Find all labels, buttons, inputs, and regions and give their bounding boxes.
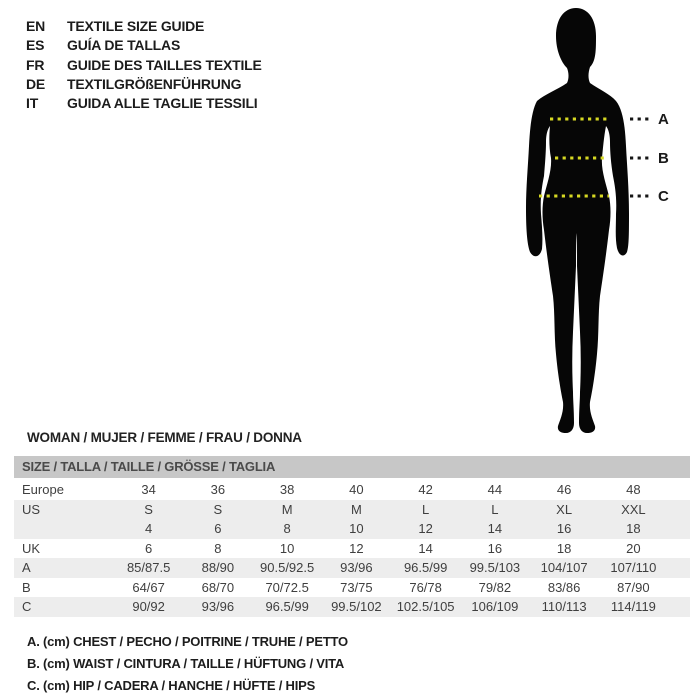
table-cell: 48 bbox=[626, 482, 641, 497]
table-cell: 96.5/99 bbox=[403, 560, 448, 575]
table-cell: M bbox=[281, 501, 293, 517]
table-cell: 110/113 bbox=[541, 599, 587, 614]
table-cell: 14 bbox=[418, 540, 433, 556]
table-cell: 70/72.5 bbox=[265, 579, 309, 595]
table-row bbox=[14, 597, 690, 617]
language-title: TEXTILE SIZE GUIDE bbox=[67, 18, 205, 34]
table-cell: 102.5/105 bbox=[396, 599, 455, 614]
table-row-label: US bbox=[22, 501, 41, 517]
woman-silhouette bbox=[526, 8, 629, 433]
language-title-list bbox=[26, 17, 262, 113]
table-cell: 16 bbox=[556, 521, 572, 536]
table-cell: XL bbox=[556, 501, 573, 517]
table-cell: 76/78 bbox=[409, 579, 442, 595]
section-title: WOMAN / MUJER / FEMME / FRAU / DONNA bbox=[27, 430, 302, 445]
table-cell: 88/90 bbox=[201, 560, 235, 575]
table-row-label: C bbox=[22, 599, 32, 614]
table-cell: 20 bbox=[626, 540, 641, 556]
table-row bbox=[14, 578, 690, 598]
measurement-figure bbox=[460, 0, 700, 440]
table-cell: 46 bbox=[556, 482, 572, 497]
language-row bbox=[26, 56, 262, 75]
language-code: ES bbox=[26, 37, 45, 54]
legend-chest: A. (cm) CHEST / PECHO / POITRINE / TRUHE / PETTO bbox=[27, 634, 348, 649]
table-cell: 85/87.5 bbox=[126, 560, 171, 575]
table-cell: 8 bbox=[214, 540, 222, 556]
size-table-rows bbox=[14, 480, 690, 617]
marker-c-label: C bbox=[658, 188, 669, 205]
table-cell: S bbox=[213, 501, 223, 517]
table-row bbox=[14, 558, 690, 578]
table-cell: 99.5/102 bbox=[331, 599, 382, 614]
table-cell: 90/92 bbox=[132, 599, 165, 614]
table-cell: 83/86 bbox=[547, 579, 581, 595]
table-cell: 6 bbox=[214, 521, 222, 536]
table-row-label bbox=[14, 519, 114, 539]
table-cell: 64/67 bbox=[132, 579, 165, 595]
table-cell: 12 bbox=[349, 540, 364, 556]
table-row-label: B bbox=[22, 579, 31, 595]
table-row bbox=[14, 519, 690, 539]
table-cell: 44 bbox=[487, 482, 503, 497]
table-cell: 93/96 bbox=[340, 560, 373, 575]
table-cell: 34 bbox=[141, 482, 156, 497]
measurement-legend bbox=[27, 631, 348, 697]
table-cell: 18 bbox=[626, 521, 641, 536]
marker-a-label: A bbox=[658, 111, 669, 128]
table-cell: 42 bbox=[418, 482, 433, 497]
table-cell: 104/107 bbox=[540, 560, 588, 575]
table-cell: 106/109 bbox=[471, 599, 519, 614]
table-cell: 107/110 bbox=[610, 560, 657, 575]
legend-hip: C. (cm) HIP / CADERA / HANCHE / HÜFTE / HIPS bbox=[27, 678, 316, 693]
legend-waist: B. (cm) WAIST / CINTURA / TAILLE / HÜFTUNG / VITA bbox=[27, 656, 345, 671]
table-cell: 96.5/99 bbox=[265, 599, 309, 614]
table-cell: 93/96 bbox=[201, 599, 235, 614]
language-code: IT bbox=[26, 95, 39, 112]
table-cell: 68/70 bbox=[201, 579, 235, 595]
table-cell: 4 bbox=[145, 521, 153, 536]
table-cell: L bbox=[491, 501, 499, 517]
table-cell: S bbox=[144, 501, 153, 517]
table-cell: 73/75 bbox=[340, 579, 373, 595]
table-cell: 90.5/92.5 bbox=[260, 560, 315, 575]
language-code: EN bbox=[26, 18, 46, 34]
table-cell: 8 bbox=[283, 521, 291, 536]
table-cell: XXL bbox=[621, 501, 646, 517]
language-title: GUÍA DE TALLAS bbox=[67, 37, 181, 54]
table-cell: 12 bbox=[418, 521, 433, 536]
size-table bbox=[14, 456, 690, 617]
language-title: GUIDE DES TAILLES TEXTILE bbox=[67, 56, 262, 73]
table-cell: 87/90 bbox=[617, 579, 650, 595]
table-row bbox=[14, 480, 690, 500]
language-code: DE bbox=[26, 75, 46, 92]
table-row-label: Europe bbox=[22, 482, 64, 497]
table-cell: 16 bbox=[487, 540, 503, 556]
table-cell: 6 bbox=[145, 540, 153, 556]
language-title: TEXTILGRÖßENFÜHRUNG bbox=[67, 75, 242, 92]
woman-silhouette-figure bbox=[460, 0, 700, 440]
language-row bbox=[26, 94, 262, 113]
table-cell: 79/82 bbox=[478, 579, 512, 595]
marker-b-label: B bbox=[658, 150, 669, 167]
table-row-label: UK bbox=[22, 540, 41, 556]
table-cell: L bbox=[422, 501, 430, 517]
table-cell: 40 bbox=[349, 482, 364, 497]
table-cell: M bbox=[350, 501, 362, 517]
language-row bbox=[26, 75, 262, 94]
table-row bbox=[14, 500, 690, 520]
table-cell: 18 bbox=[556, 540, 572, 556]
table-cell: 99.5/103 bbox=[469, 560, 521, 575]
table-cell: 114/119 bbox=[610, 599, 656, 614]
table-cell: 10 bbox=[349, 521, 364, 536]
table-cell: 38 bbox=[279, 482, 295, 497]
language-title: GUIDA ALLE TAGLIE TESSILI bbox=[67, 95, 258, 112]
table-cell: 14 bbox=[487, 521, 503, 536]
language-row bbox=[26, 36, 262, 55]
table-row-label: A bbox=[22, 560, 31, 575]
language-row bbox=[26, 17, 262, 36]
table-cell: 10 bbox=[279, 540, 295, 556]
table-header: SIZE / TALLA / TAILLE / GRÖSSE / TAGLIA bbox=[14, 456, 690, 478]
table-row bbox=[14, 539, 690, 559]
language-code: FR bbox=[26, 56, 45, 73]
table-cell: 36 bbox=[210, 482, 226, 497]
